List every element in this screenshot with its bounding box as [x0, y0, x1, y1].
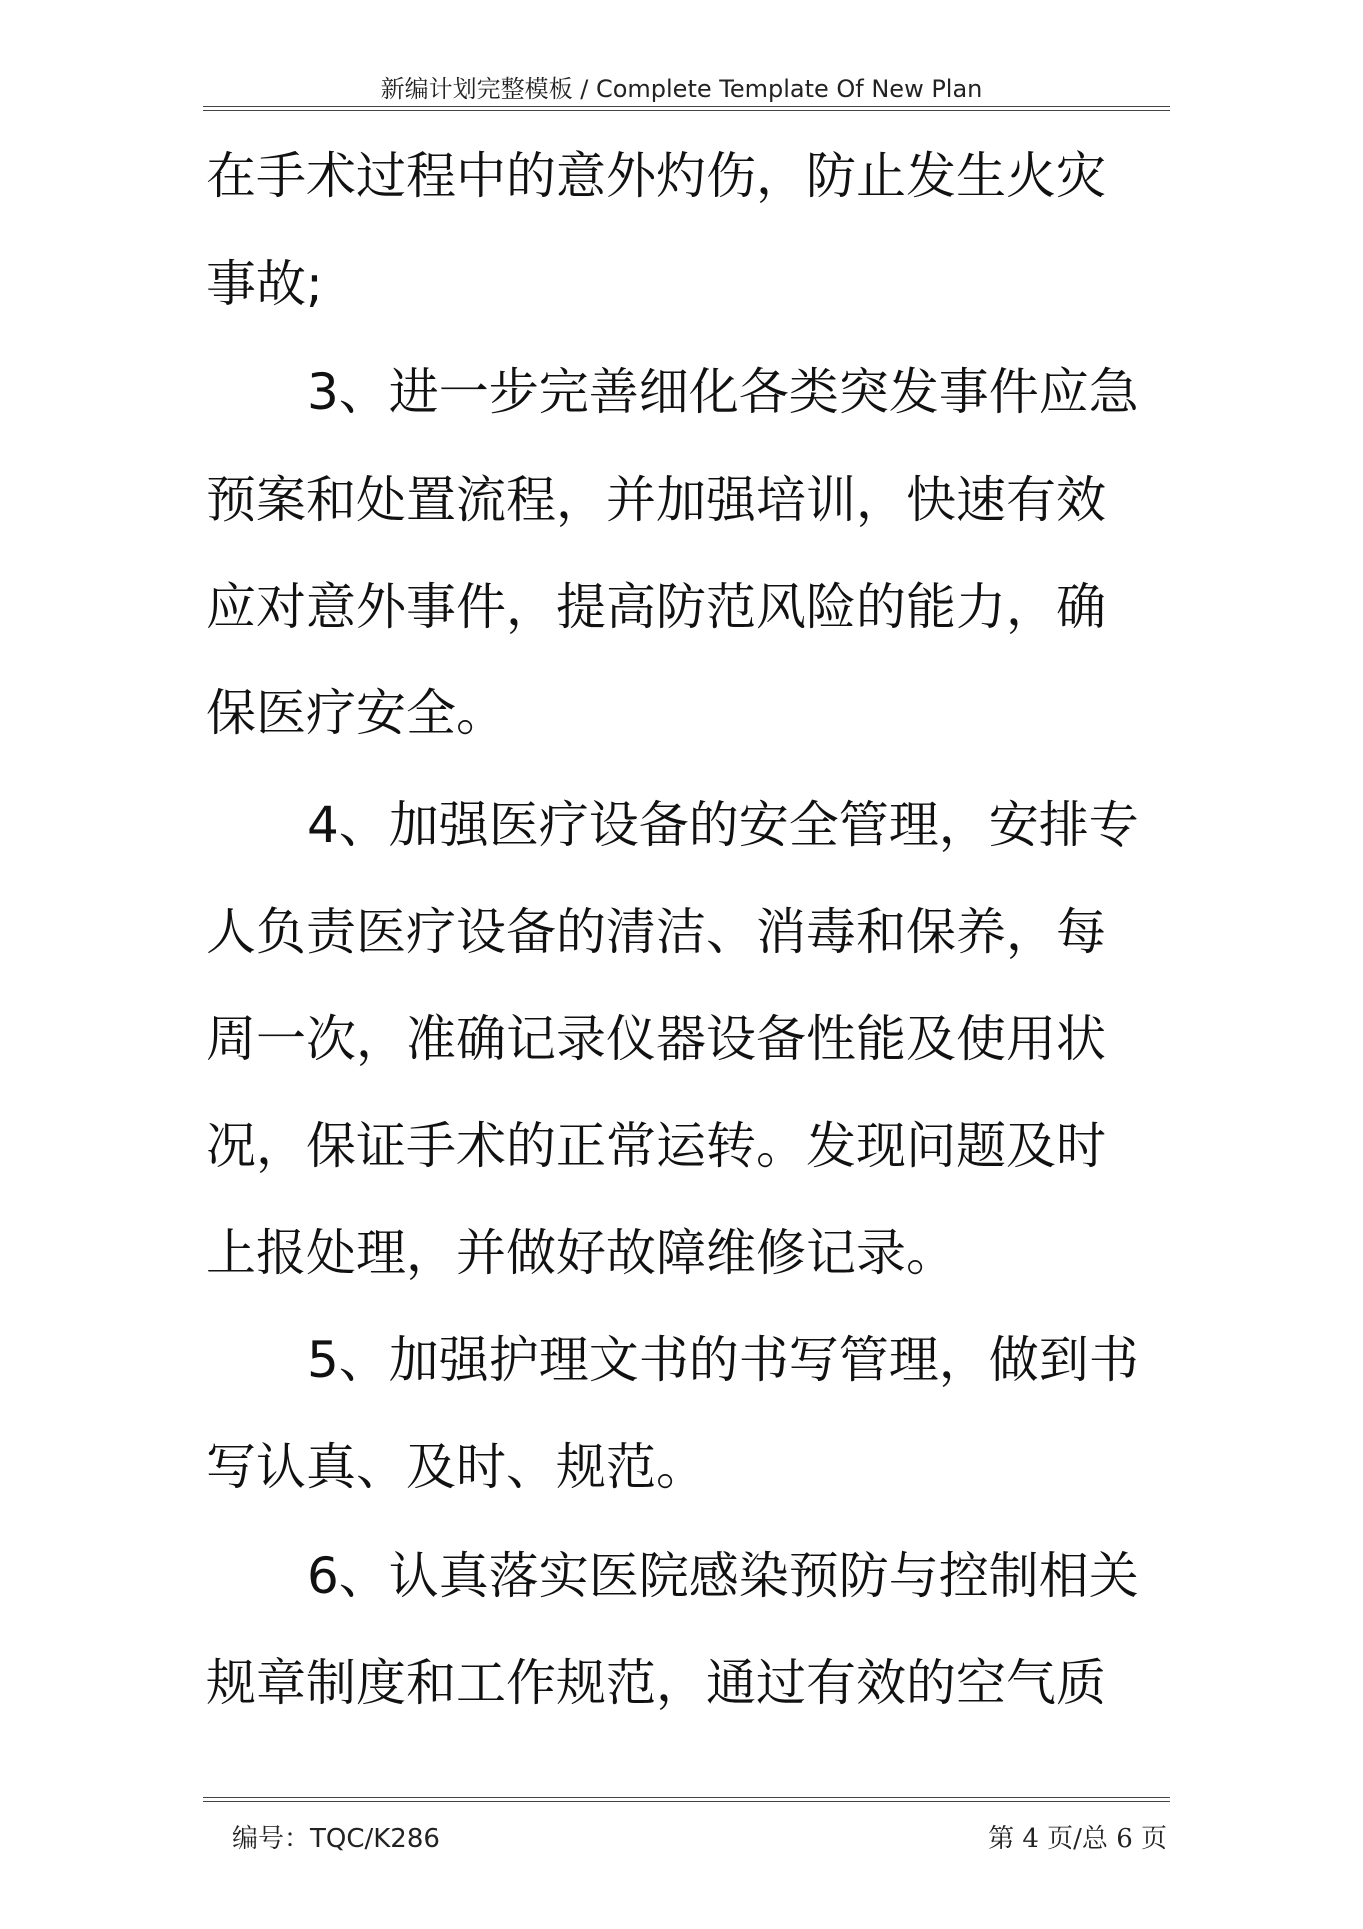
- footer-divider: [203, 1797, 1170, 1802]
- body-line: 周一次，准确记录仪器设备性能及使用状: [206, 1010, 1106, 1068]
- document-code: 编号：TQC/K286: [232, 1824, 440, 1854]
- body-line: 况，保证手术的正常运转。发现问题及时: [206, 1117, 1106, 1175]
- paragraph-4-start: 4、加强医疗设备的安全管理，安排专: [307, 796, 1139, 854]
- body-line: 写认真、及时、规范。: [206, 1438, 706, 1496]
- body-line: 预案和处置流程，并加强培训，快速有效: [206, 471, 1106, 529]
- header-divider: [203, 106, 1170, 111]
- header-title: 新编计划完整模板 / Complete Template Of New Plan: [380, 75, 983, 103]
- paragraph-6-start: 6、认真落实医院感染预防与控制相关: [307, 1547, 1139, 1605]
- paragraph-5-start: 5、加强护理文书的书写管理，做到书: [307, 1331, 1139, 1389]
- body-line: 规章制度和工作规范，通过有效的空气质: [206, 1654, 1106, 1712]
- body-line: 保医疗安全。: [206, 684, 506, 742]
- page-number: 第 4 页/总 6 页: [988, 1824, 1167, 1854]
- body-line: 事故;: [206, 255, 323, 313]
- body-line: 应对意外事件，提高防范风险的能力，确: [206, 578, 1106, 636]
- body-line: 人负责医疗设备的清洁、消毒和保养，每: [206, 903, 1106, 961]
- paragraph-3-start: 3、进一步完善细化各类突发事件应急: [307, 363, 1139, 421]
- body-line: 上报处理，并做好故障维修记录。: [206, 1224, 956, 1282]
- body-line: 在手术过程中的意外灼伤，防止发生火灾: [206, 147, 1106, 205]
